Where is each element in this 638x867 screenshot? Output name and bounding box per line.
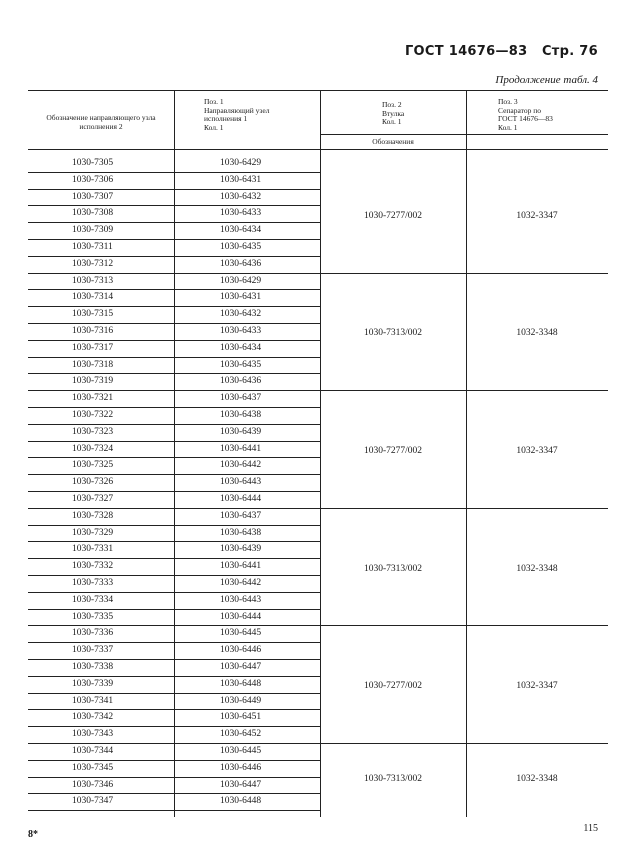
guide-2-designation: 1030-7335 [72,611,114,622]
guide-2-designation: 1030-7311 [72,242,113,252]
row-rule-left [28,289,174,290]
bushing-designation: 1030-7313/002 [363,563,423,574]
footer-mark: 8* [28,829,38,840]
guide-1-designation: 1030-6448 [220,796,262,807]
designation-rule [320,134,608,135]
guide-1-designation: 1030-6438 [220,527,262,538]
row-rule-mid [174,289,320,290]
row-rule-mid [174,239,320,240]
guide-1-designation: 1030-6435 [220,242,262,252]
page-number: 115 [583,823,598,834]
row-rule-left [28,541,174,542]
guide-2-designation: 1030-7342 [72,712,114,723]
guide-1-designation: 1030-6437 [220,510,262,521]
guide-2-designation: 1030-7344 [72,746,114,756]
column-header-pos3: Поз. 3 Сепаратор по ГОСТ 14676—83 Кол. 1 [498,97,553,132]
guide-1-designation: 1030-6442 [220,578,262,588]
guide-1-designation: 1030-6443 [220,477,262,488]
row-rule-mid [174,625,320,626]
row-rule-mid [174,793,320,794]
row-rule-left [28,508,174,509]
row-rule-mid [174,642,320,643]
row-rule-left [28,743,174,744]
row-rule-mid [174,777,320,778]
row-rule-mid [174,709,320,710]
guide-1-designation: 1030-6437 [220,393,262,404]
guide-2-designation: 1030-7333 [72,578,114,588]
guide-2-designation: 1030-7329 [72,527,114,538]
header-bottom-rule [28,149,608,150]
row-rule-mid [174,407,320,408]
guide-1-designation: 1030-6429 [220,275,262,286]
row-rule-left [28,256,174,257]
guide-1-designation: 1030-6431 [220,174,262,185]
row-rule-mid [174,357,320,358]
row-rule-left [28,709,174,710]
guide-1-designation: 1030-6441 [220,443,262,454]
guide-2-designation: 1030-7318 [72,359,114,370]
guide-2-designation: 1030-7327 [72,494,114,504]
guide-2-designation: 1030-7314 [72,292,114,303]
row-rule-left [28,793,174,794]
guide-1-designation: 1030-6439 [220,426,262,437]
row-rule-mid [174,424,320,425]
group-rule [320,273,608,274]
guide-1-designation: 1030-6447 [220,779,262,790]
guide-2-designation: 1030-7306 [72,174,114,185]
row-rule-mid [174,592,320,593]
guide-1-designation: 1030-6445 [220,746,262,756]
guide-1-designation: 1030-6449 [220,695,262,706]
guide-2-designation: 1030-7317 [72,342,114,353]
guide-2-designation: 1030-7307 [72,191,114,202]
guide-2-designation: 1030-7321 [72,393,114,404]
guide-2-designation: 1030-7315 [72,309,114,320]
guide-2-designation: 1030-7319 [72,376,114,387]
guide-2-designation: 1030-7322 [72,410,114,420]
row-rule-left [28,457,174,458]
guide-1-designation: 1030-6429 [220,158,262,168]
column-header-pos1: Поз. 1 Направляющий узел исполнения 1 Кол. 1 [204,97,270,132]
group-rule [320,390,608,391]
guide-2-designation: 1030-7305 [72,158,114,168]
row-rule-left [28,222,174,223]
row-rule-left [28,357,174,358]
row-rule-mid [174,256,320,257]
row-rule-left [28,777,174,778]
row-rule-left [28,273,174,274]
guide-1-designation: 1030-6434 [220,342,262,353]
row-rule-mid [174,189,320,190]
row-rule-mid [174,340,320,341]
designation-header: Обозначения [372,137,414,146]
row-rule-left [28,558,174,559]
row-rule-left [28,693,174,694]
guide-2-designation: 1030-7325 [72,460,114,471]
guide-1-designation: 1030-6435 [220,359,262,370]
bushing-designation: 1030-7313/002 [363,328,423,339]
row-rule-left [28,642,174,643]
guide-2-designation: 1030-7347 [72,796,114,807]
row-rule-left [28,205,174,206]
guide-1-designation: 1030-6446 [220,645,262,656]
guide-1-designation: 1030-6434 [220,225,262,236]
row-rule-mid [174,508,320,509]
guide-2-designation: 1030-7308 [72,208,114,219]
row-rule-mid [174,609,320,610]
separator-designation: 1032-3347 [516,210,558,221]
guide-2-designation: 1030-7346 [72,779,114,790]
row-rule-left [28,491,174,492]
row-rule-mid [174,457,320,458]
guide-1-designation: 1030-6432 [220,309,262,320]
separator-designation: 1032-3348 [516,563,558,574]
guide-1-designation: 1030-6452 [220,729,262,740]
guide-1-designation: 1030-6431 [220,292,262,303]
guide-2-designation: 1030-7326 [72,477,114,488]
column-header-guide-2: Обозначение направляющего узла исполнения 2 [46,113,156,131]
guide-1-designation: 1030-6451 [220,712,262,723]
group-rule [320,625,608,626]
guide-1-designation: 1030-6433 [220,326,262,336]
guide-1-designation: 1030-6432 [220,191,262,202]
guide-1-designation: 1030-6433 [220,208,262,219]
row-rule-mid [174,172,320,173]
row-rule-mid [174,273,320,274]
row-rule-left [28,592,174,593]
guide-2-designation: 1030-7309 [72,225,114,236]
row-rule-mid [174,760,320,761]
row-rule-left [28,390,174,391]
row-rule-left [28,676,174,677]
guide-2-designation: 1030-7343 [72,729,114,740]
guide-2-designation: 1030-7313 [72,275,114,286]
guide-2-designation: 1030-7331 [72,544,114,555]
guide-2-designation: 1030-7334 [72,594,114,605]
row-rule-left [28,172,174,173]
guide-1-designation: 1030-6439 [220,544,262,555]
row-rule-mid [174,810,320,811]
guide-1-designation: 1030-6436 [220,258,262,269]
row-rule-mid [174,743,320,744]
row-rule-mid [174,474,320,475]
row-rule-left [28,424,174,425]
column-header-pos2: Поз. 2 Втулка Кол. 1 [382,100,405,126]
row-rule-mid [174,441,320,442]
row-rule-left [28,609,174,610]
row-rule-left [28,407,174,408]
row-rule-mid [174,525,320,526]
row-rule-left [28,340,174,341]
row-rule-mid [174,693,320,694]
guide-1-designation: 1030-6441 [220,561,262,572]
guide-2-designation: 1030-7324 [72,443,114,454]
row-rule-mid [174,558,320,559]
separator-designation: 1032-3347 [516,681,558,692]
row-rule-mid [174,726,320,727]
row-rule-left [28,474,174,475]
guide-2-designation: 1030-7328 [72,510,114,521]
row-rule-mid [174,491,320,492]
guide-1-designation: 1030-6443 [220,594,262,605]
bushing-designation: 1030-7277/002 [363,210,423,221]
guide-1-designation: 1030-6442 [220,460,262,471]
row-rule-mid [174,306,320,307]
bushing-designation: 1030-7277/002 [363,446,423,456]
guide-1-designation: 1030-6438 [220,410,262,420]
row-rule-left [28,810,174,811]
bushing-designation: 1030-7277/002 [363,681,423,692]
row-rule-left [28,525,174,526]
guide-1-designation: 1030-6446 [220,762,262,773]
row-rule-mid [174,390,320,391]
row-rule-left [28,373,174,374]
guide-2-designation: 1030-7332 [72,561,114,572]
row-rule-mid [174,676,320,677]
row-rule-left [28,239,174,240]
row-rule-left [28,726,174,727]
bushing-designation: 1030-7313/002 [363,773,423,784]
row-rule-left [28,760,174,761]
row-rule-mid [174,222,320,223]
page-header [405,44,598,59]
guide-2-designation: 1030-7339 [72,678,114,689]
row-rule-mid [174,205,320,206]
separator-designation: 1032-3347 [516,446,558,456]
separator-designation: 1032-3348 [516,328,558,339]
guide-1-designation: 1030-6444 [220,494,262,504]
guide-1-designation: 1030-6445 [220,628,262,639]
row-rule-mid [174,575,320,576]
table-top-rule [28,90,608,91]
group-rule [320,743,608,744]
row-rule-left [28,575,174,576]
guide-2-designation: 1030-7338 [72,662,114,672]
row-rule-mid [174,659,320,660]
row-rule-left [28,441,174,442]
guide-1-designation: 1030-6444 [220,611,262,622]
guide-1-designation: 1030-6436 [220,376,262,387]
guide-2-designation: 1030-7337 [72,645,114,656]
row-rule-left [28,625,174,626]
guide-2-designation: 1030-7341 [72,695,114,706]
row-rule-left [28,189,174,190]
guide-1-designation: 1030-6447 [220,662,262,672]
table-divider-1 [174,90,175,817]
row-rule-mid [174,541,320,542]
guide-2-designation: 1030-7312 [72,258,114,269]
table-continuation-label: Продолжение табл. 4 [495,74,598,86]
page-label: Стр. 76 [541,44,598,59]
separator-designation: 1032-3348 [516,773,558,784]
row-rule-left [28,306,174,307]
row-rule-left [28,323,174,324]
guide-2-designation: 1030-7316 [72,326,114,336]
group-rule [320,508,608,509]
row-rule-left [28,659,174,660]
standard-number: ГОСТ 14676—83 [404,44,528,59]
guide-2-designation: 1030-7323 [72,426,114,437]
guide-2-designation: 1030-7336 [72,628,114,639]
row-rule-mid [174,323,320,324]
guide-2-designation: 1030-7345 [72,762,114,773]
guide-1-designation: 1030-6448 [220,678,262,689]
row-rule-mid [174,373,320,374]
